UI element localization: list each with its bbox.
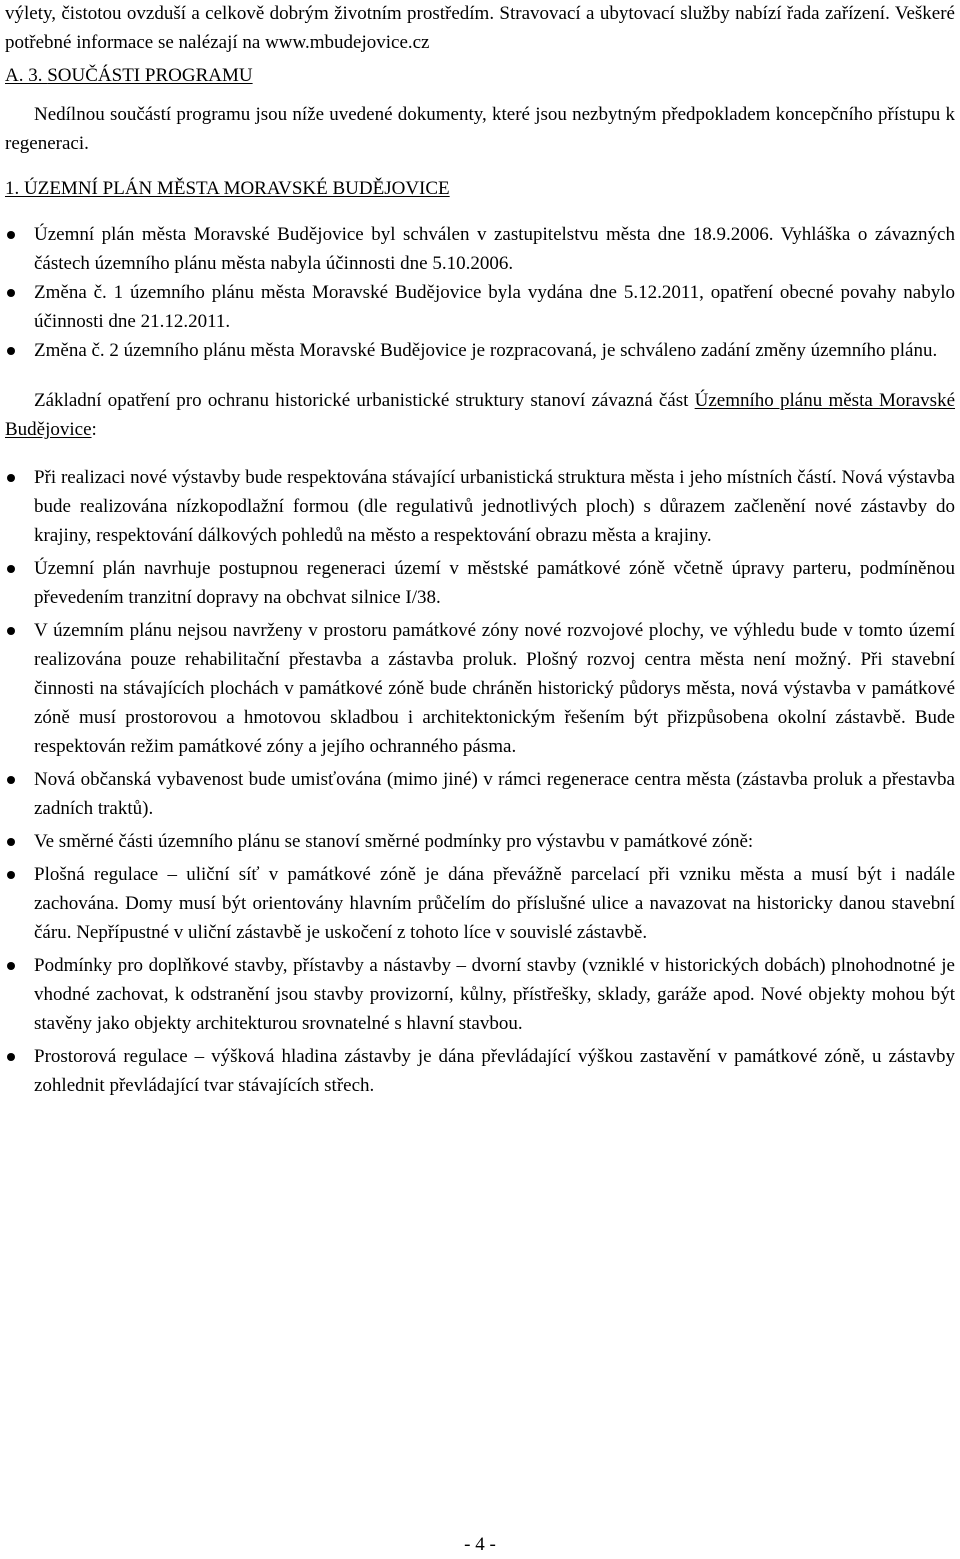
page-number: - 4 - — [464, 1534, 496, 1555]
section-lead-paragraph: Nedílnou součástí programu jsou níže uvedené dokumenty, které jsou nezbytným předpokladem koncepčního přístupu k regeneraci. — [5, 104, 955, 154]
list-item: V územním plánu nejsou navrženy v prostoru památkové zóny nové rozvojové plochy, ve výhledu bude v tomto území realizována pouze rehabilitační přestavba a zástavba proluk. Plošný rozvoj centra města není možný. Při stavební činnosti na stávajících plochách v památkové zóně bude chráněn historický půdorys města, nová výstavba v památkové zóně musí prostorovou a hmotovou skladbou i architektonickým řešením být přizpůsobena okolní zástavbě. Bude respektován režim památkové zóny a jejího ochranného pásma. — [5, 616, 955, 761]
section-heading-text: SOUČÁSTI PROGRAMU — [47, 65, 253, 86]
section-heading-prefix: A. 3. — [5, 65, 48, 86]
basic-measures-colon: : — [91, 419, 97, 440]
intro-paragraph: výlety, čistotou ovzduší a celkově dobrým životním prostředím. Stravovací a ubytovací služby nabízí řada zařízení. Veškeré potřebné informace se nalézají na www.mbudejovice.cz — [5, 3, 955, 53]
list-item: Ve směrné části územního plánu se stanoví směrné podmínky pro výstavbu v památkové zóně: — [5, 827, 955, 856]
list-item: Změna č. 1 územního plánu města Moravské Budějovice byla vydána dne 5.12.2011, opatření obecné povahy nabylo účinnosti dne 21.12.2011. — [5, 278, 955, 336]
plan-list — [5, 220, 955, 365]
list-item: Územní plán města Moravské Budějovice byl schválen v zastupitelstvu města dne 18.9.2006. Vyhláška o závazných částech územního plánu města nabyla účinnosti dne 5.10.2006. — [5, 220, 955, 278]
list-item: Územní plán navrhuje postupnou regeneraci území v městské památkové zóně včetně úpravy parteru, podmíněnou převedením tranzitní dopravy na obchvat silnice I/38. — [5, 554, 955, 612]
list-item: Nová občanská vybavenost bude umisťována (mimo jiné) v rámci regenerace centra města (zástavba proluk a přestavba zadních traktů). — [5, 765, 955, 823]
basic-measures-document-name: Územního plánu města Moravské Budějovice — [5, 390, 956, 440]
plan-heading: 1. ÚZEMNÍ PLÁN MĚSTA MORAVSKÉ BUDĚJOVICE — [5, 178, 450, 199]
list-item: Změna č. 2 územního plánu města Moravské Budějovice je rozpracovaná, je schváleno zadání změny územního plánu. — [5, 336, 955, 365]
section-heading — [5, 61, 955, 90]
list-item: Prostorová regulace – výšková hladina zástavby je dána převládající výškou zastavění v památkové zóně, u zástavby zohlednit převládající tvar stávajících střech. — [5, 1042, 955, 1100]
basic-measures-lead: Základní opatření pro ochranu historické urbanistické struktury stanoví závazná část — [34, 390, 695, 411]
basic-measures-paragraph — [5, 386, 955, 444]
list-item: Podmínky pro doplňkové stavby, přístavby a nástavby – dvorní stavby (vzniklé v historických dobách) plnohodnotné je vhodné zachovat, k odstranění jsou stavby provizorní, kůlny, přístřešky, sklady, garáže apod. Nové objekty mohou být stavěny jako objekty architekturou srovnatelné s hlavní stavbou. — [5, 951, 955, 1038]
list-item: Při realizaci nové výstavby bude respektována stávající urbanistická struktura města i jeho místních částí. Nová výstavba bude realizována nízkopodlažní formou (dle regulativů jednotlivých ploch) s důrazem začlenění nové zástavby do krajiny, respektování dálkových pohledů na město a respektování obrazu města a krajiny. — [5, 463, 955, 550]
list-item: Plošná regulace – uliční síť v památkové zóně je dána převážně parcelací při vzniku města a musí být i nadále zachována. Domy musí být orientovány hlavním průčelím do příslušné ulice a navazovat na historicky danou stavební čáru. Nepřípustné v uliční zástavbě je uskočení z tohoto líce v souvislé zástavbě. — [5, 860, 955, 947]
measures-list — [5, 463, 955, 1100]
document-page — [5, 0, 955, 1104]
